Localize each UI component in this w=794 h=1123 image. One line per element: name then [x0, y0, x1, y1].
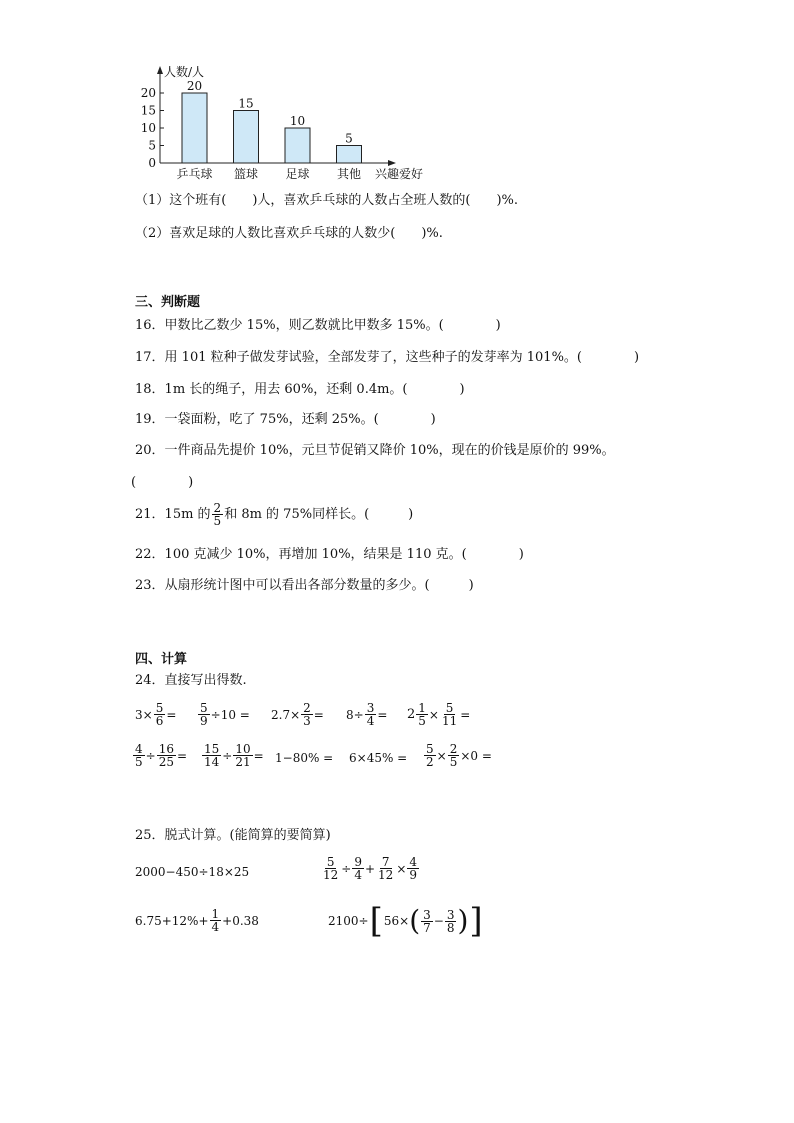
step-calc-2: $\frac{5}{12}$ ÷ $\frac{9}{4}$ + $\frac{7}{12}$ × $\frac{4}{9}$	[323, 855, 418, 882]
fraction: $\frac{2}{5}$	[213, 501, 222, 528]
bar-value-label: 10	[289, 114, 306, 128]
bar-2	[234, 111, 259, 164]
y-axis-label: 人数/人	[164, 65, 205, 79]
square-bracket-close: ]	[469, 901, 483, 941]
question-20-answer-blank: ( )	[131, 475, 194, 490]
question-17: 17．用 101 粒种子做发芽试验，全部发芽了，这些种子的发芽率为 101%。( )	[135, 350, 640, 365]
question-21	[135, 502, 413, 527]
x-tick-label: 乒乓球	[176, 167, 213, 181]
square-bracket-open: [	[369, 901, 383, 941]
question-21-suffix: 和 8m 的 75%同样长。( )	[224, 506, 414, 522]
step-calc-3: 6.75+12%+ $\frac{1}{4}$ +0.38	[135, 907, 259, 934]
section-4-title: 四、计算	[135, 652, 188, 667]
bar-chart	[130, 60, 440, 185]
question-22: 22．100 克减少 10%，再增加 10%，结果是 110 克。( )	[135, 547, 524, 562]
step-calc-1: 2000−450÷18×25	[135, 865, 250, 879]
x-tick-label: 篮球	[233, 167, 259, 181]
x-tick-label: 其他	[336, 167, 362, 181]
bar-value-label: 20	[186, 79, 203, 93]
mental-expr-6: $\frac{4}{5}$ ÷ $\frac{16}{25}$ =	[135, 742, 188, 769]
y-tick-label: 0	[148, 156, 156, 170]
y-tick-label: 15	[140, 103, 156, 118]
chart-subquestion-2: （2）喜欢足球的人数比喜欢乒乓球的人数少( )%.	[135, 226, 443, 241]
paren-close: )	[457, 904, 469, 937]
question-19: 19．一袋面粉，吃了 75%，还剩 25%。( )	[135, 412, 436, 427]
mental-expr-4: 8÷ $\frac{3}{4}$ =	[346, 701, 388, 728]
mental-expr-3: 2.7× $\frac{2}{3}$ =	[271, 701, 324, 728]
paren-open: (	[409, 904, 421, 937]
mental-expr-7: $\frac{15}{14}$ ÷ $\frac{10}{21}$ =	[204, 742, 264, 769]
question-16: 16．甲数比乙数少 15%，则乙数就比甲数多 15%。( )	[135, 318, 501, 333]
question-20: 20．一件商品先提价 10%，元旦节促销又降价 10%，现在的价钱是原价的 99%。	[135, 443, 615, 458]
y-tick-label: 10	[140, 121, 156, 135]
question-21-prefix: 21．15m 的	[135, 506, 211, 522]
question-23: 23．从扇形统计图中可以看出各部分数量的多少。( )	[135, 578, 474, 593]
x-axis-label: 兴趣爱好	[374, 167, 424, 181]
question-18: 18．1m 长的绳子，用去 60%，还剩 0.4m。( )	[135, 382, 465, 397]
mental-expr-5: 2 $\frac{1}{5}$ × $\frac{5}{11}$ =	[407, 701, 471, 728]
chart-subquestion-1: （1）这个班有( )人，喜欢乒乓球的人数占全班人数的( )%.	[135, 193, 519, 208]
section-3-title: 三、判断题	[135, 295, 201, 310]
mental-expr-9: 6×45% =	[349, 751, 408, 765]
bar-value-label: 15	[238, 96, 254, 111]
x-axis-arrow	[388, 160, 396, 166]
bar-4	[337, 146, 362, 164]
mental-expr-10: $\frac{5}{2}$ × $\frac{2}{5}$ ×0 =	[426, 742, 492, 769]
question-25: 25．脱式计算。(能简算的要简算)	[135, 828, 331, 843]
bar-value-label: 5	[345, 131, 353, 146]
y-tick-label: 5	[148, 138, 156, 153]
bar-1	[182, 93, 207, 163]
y-tick-label: 20	[140, 86, 156, 100]
x-tick-label: 足球	[285, 167, 310, 181]
mental-expr-1: 3× $\frac{5}{6}$ =	[135, 701, 177, 728]
mental-expr-8: 1−80% =	[275, 751, 334, 765]
bar-3	[285, 128, 310, 163]
mental-expr-2: $\frac{5}{9}$ ÷10 =	[200, 701, 250, 728]
y-axis-arrow	[157, 66, 163, 74]
question-24: 24．直接写出得数.	[135, 673, 247, 688]
step-calc-4: 2100÷ [ 56× ( $\frac{3}{7}$ − $\frac{3}{8}$ ) ]	[328, 901, 483, 941]
